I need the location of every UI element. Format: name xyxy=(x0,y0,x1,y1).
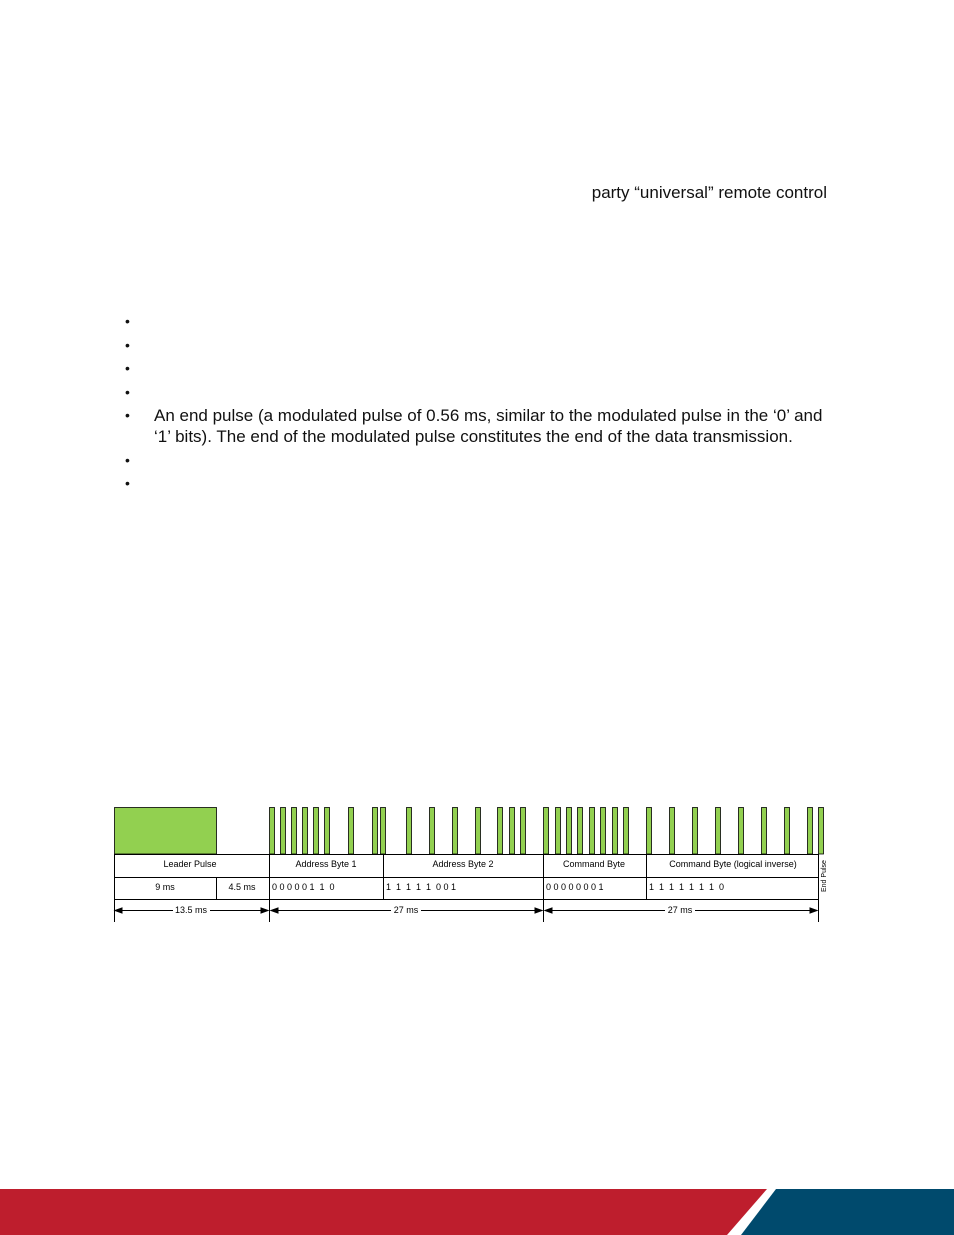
segment-label: Command Byte xyxy=(562,859,626,869)
segment-label: Address Byte 1 xyxy=(295,859,357,869)
bullet-item xyxy=(114,358,830,379)
leader-mark-duration: 9 ms xyxy=(155,882,175,892)
bit-pulse xyxy=(808,808,813,855)
bullet-item xyxy=(114,473,830,494)
arrow-head-left-icon xyxy=(545,908,552,913)
bullet-dot-icon: • xyxy=(125,313,130,329)
bit-pulse xyxy=(430,808,435,855)
bullet-item xyxy=(114,335,830,356)
bit-pulse xyxy=(325,808,330,855)
bit-pulse xyxy=(785,808,790,855)
bit-pulse xyxy=(693,808,698,855)
bit-pulse xyxy=(498,808,503,855)
bit-pulse xyxy=(314,808,319,855)
segment-bits: 1 1 1 1 1 1 1 0 xyxy=(649,882,725,892)
bit-pulse xyxy=(613,808,618,855)
bullet-dot-icon: • xyxy=(125,336,130,353)
bit-pulse xyxy=(762,808,767,855)
segment-label: Command Byte (logical inverse) xyxy=(669,859,797,869)
bit-pulse xyxy=(739,808,744,855)
bullet-dot-icon: • xyxy=(125,383,130,400)
bit-pulse xyxy=(601,808,606,855)
arrow-head-right-icon xyxy=(810,908,817,913)
bit-pulse xyxy=(453,808,458,855)
diagram-labels xyxy=(155,859,828,915)
bit-pulse xyxy=(349,808,354,855)
arrow-head-right-icon xyxy=(261,908,268,913)
bit-pulse xyxy=(567,808,572,855)
arrow-head-left-icon xyxy=(271,908,278,913)
bullet-item xyxy=(114,405,830,447)
pulse-train xyxy=(115,808,824,855)
arrow-head-left-icon xyxy=(115,908,122,913)
leader-space-duration: 4.5 ms xyxy=(228,882,256,892)
bit-pulse xyxy=(590,808,595,855)
bit-pulse xyxy=(521,808,526,855)
bullet-dot-icon: • xyxy=(125,475,130,491)
bullet-item xyxy=(114,450,830,471)
segment-bits: 0 0 0 0 0 1 1 0 xyxy=(272,882,335,892)
bullet-list xyxy=(114,311,830,497)
footer-blue-band xyxy=(741,1189,954,1235)
duration-label: 13.5 ms xyxy=(174,905,208,915)
leader-pulse xyxy=(115,808,217,855)
bit-pulse xyxy=(578,808,583,855)
duration-label: 27 ms xyxy=(393,905,419,915)
bit-pulse xyxy=(381,808,386,855)
bullet-item xyxy=(114,382,830,403)
bullet-dot-icon: • xyxy=(125,407,130,423)
bullet-item xyxy=(114,311,830,332)
bullet-dot-icon: • xyxy=(125,360,130,376)
footer-band xyxy=(0,1189,954,1235)
bit-pulse xyxy=(510,808,515,855)
duration-arrows xyxy=(115,908,817,913)
bit-pulse xyxy=(670,808,675,855)
bit-pulse xyxy=(281,808,286,855)
ir-pulse-diagram xyxy=(110,800,840,925)
bit-pulse xyxy=(476,808,481,855)
end-pulse xyxy=(819,808,824,855)
bullet-text: An end pulse (a modulated pulse of 0.56 ms, similar to the modulated pulse in the ‘0’ and ‘1’ bits). The end of the modulated pulse constitutes the end of the data transmission. xyxy=(154,406,823,446)
segment-label: Leader Pulse xyxy=(163,859,217,869)
bullet-dot-icon: • xyxy=(125,451,130,468)
bit-pulse xyxy=(556,808,561,855)
segment-bits: 0 0 0 0 0 0 0 1 xyxy=(546,882,604,892)
bit-pulse xyxy=(624,808,629,855)
bit-pulse xyxy=(716,808,721,855)
bit-pulse xyxy=(407,808,412,855)
segment-bits: 1 1 1 1 1 0 0 1 xyxy=(386,882,457,892)
paragraph-fragment: party “universal” remote control xyxy=(591,183,827,202)
bit-pulse xyxy=(270,808,275,855)
arrow-head-right-icon xyxy=(535,908,542,913)
bit-pulse xyxy=(647,808,652,855)
bit-pulse xyxy=(303,808,308,855)
bit-pulse xyxy=(292,808,297,855)
end-pulse-label: End Pulse xyxy=(821,860,828,892)
segment-label: Address Byte 2 xyxy=(432,859,494,869)
bit-pulse xyxy=(373,808,378,855)
footer-red-band xyxy=(0,1189,767,1235)
bit-pulse xyxy=(544,808,549,855)
duration-label: 27 ms xyxy=(667,905,693,915)
